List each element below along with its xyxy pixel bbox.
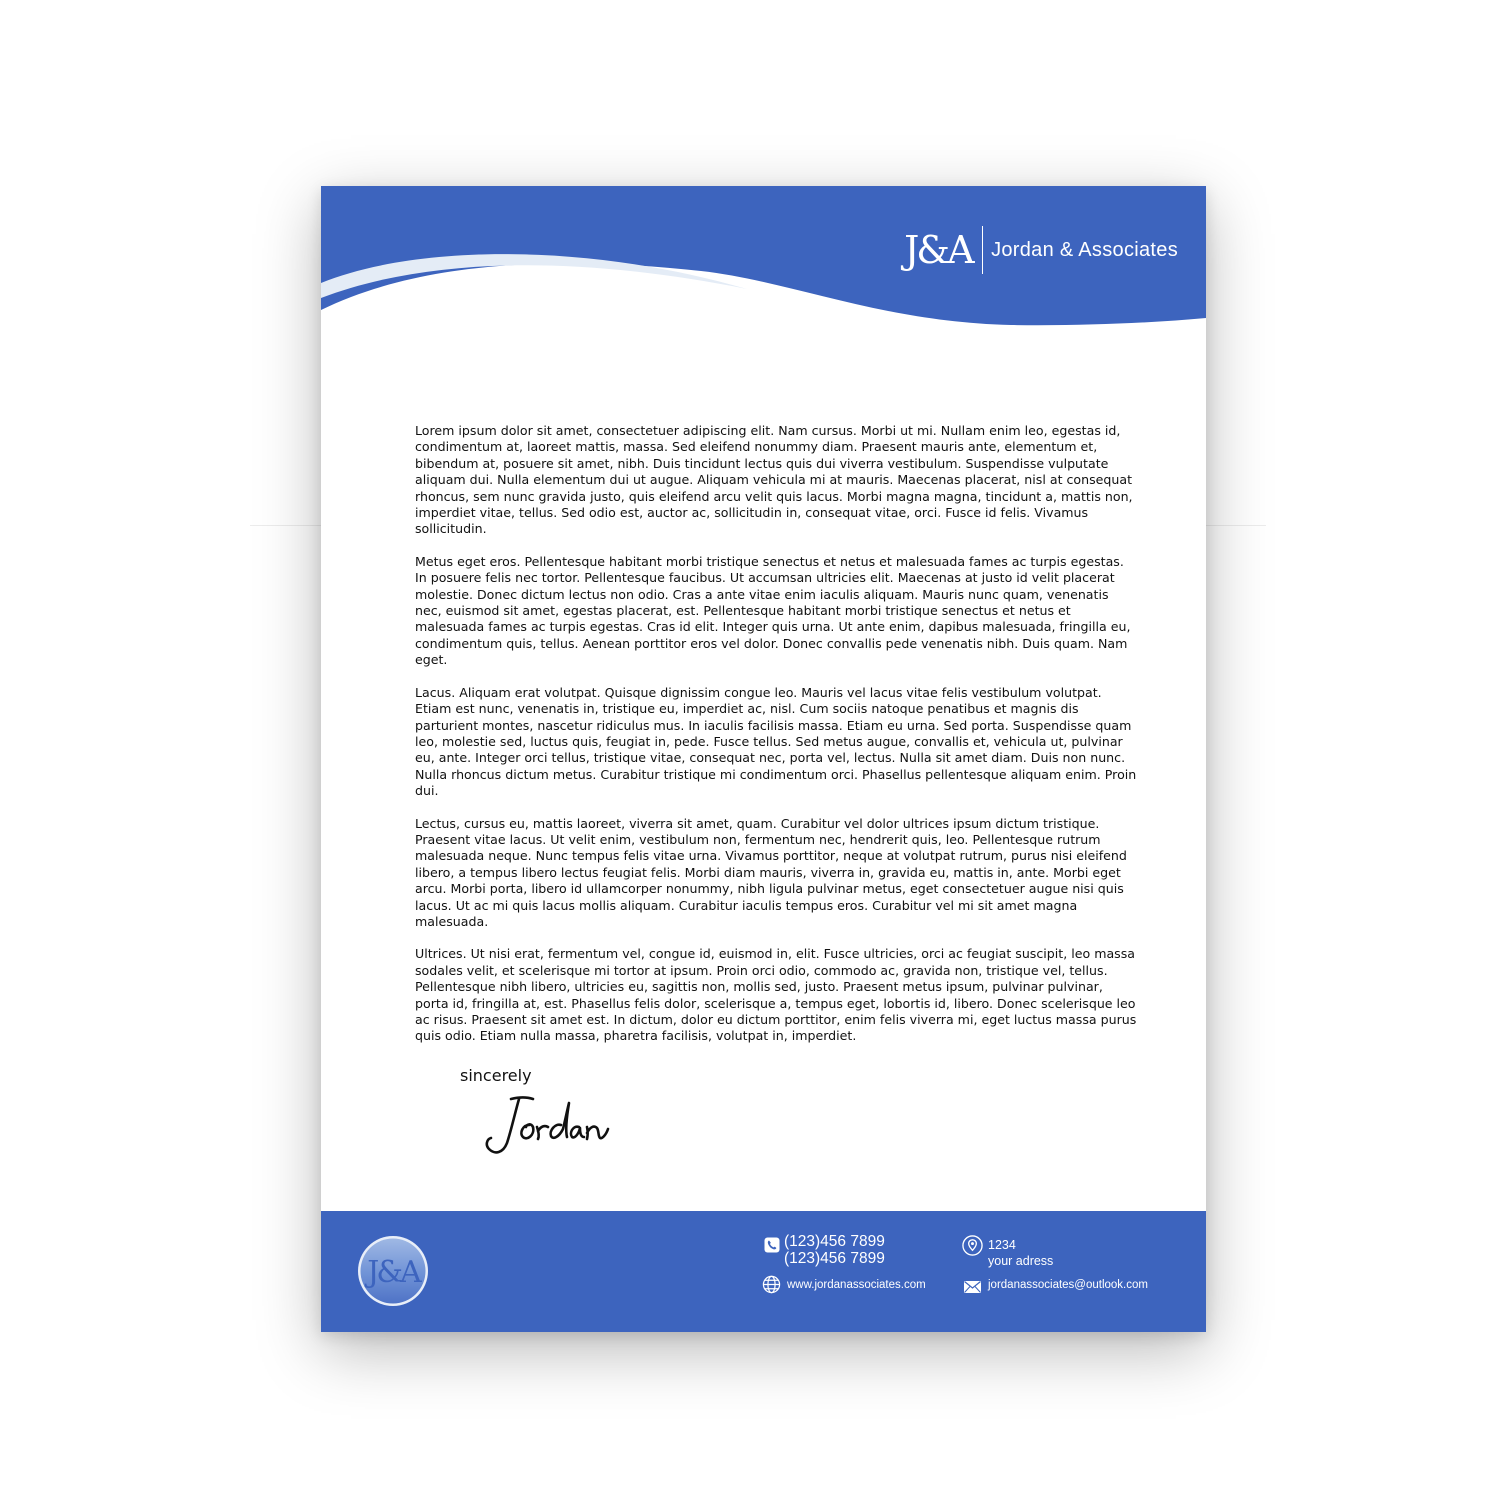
address [988, 1237, 1053, 1269]
address-line-2: your adress [988, 1254, 1054, 1268]
fold-mark-right [1206, 525, 1266, 526]
company-name: Jordan & Associates [991, 238, 1178, 261]
signature-jordan [481, 1091, 616, 1161]
fold-mark-left [250, 525, 321, 526]
location-pin-icon [962, 1235, 983, 1256]
paragraph: Ultrices. Ut nisi erat, fermentum vel, congue id, euismod in, elit. Fusce ultricies, orci ac feugiat suscipit, leo massa sodales velit, et scelerisque mi tortor at ipsum. Proin orci odio, commodo ac, gravida non, tristique vel, tellus. Pellentesque nibh libero, ultricies eu, sagittis non, mollis sed, justo. Praesent metus ipsum, pulvinar pulvinar, porta id, fringilla at, est. Phasellus felis dolor, scelerisque a, tempus eget, lobortis id, libero. Donec scelerisque leo ac risus. Praesent sit amet est. In dictum, dolor eu dictum porttitor, enim felis viverra mi, eget luctus massa purus quis odio. Etiam nulla massa, pharetra facilisis, volutpat in, imperdiet. [415, 946, 1137, 1044]
email-link[interactable]: jordanassociates@outlook.com [988, 1279, 1148, 1291]
phone-number-2[interactable]: (123)456 7899 [784, 1250, 885, 1267]
seal-mark: J&A [367, 1255, 419, 1290]
phone-icon [764, 1237, 780, 1253]
website-link[interactable]: www.jordanassociates.com [787, 1279, 926, 1291]
header-logo [904, 224, 1178, 276]
paragraph: Metus eget eros. Pellentesque habitant morbi tristique senectus et netus et malesuada fames ac turpis egestas. In posuere felis nec tortor. Pellentesque faucibus. Ut accumsan ultricies elit. Maecenas at justo id velit placerat molestie. Donec dictum lectus non odio. Cras a ante vitae enim iaculis aliquam. Mauris nunc quam, venenatis nec, euismod sit amet, egestas placerat, est. Pellentesque habitant morbi tristique senectus et netus et malesuada fames ac turpis egestas. Cras id elit. Integer quis urna. Ut ante enim, dapibus malesuada, fringilla eu, condimentum quis, tellus. Aenean porttitor eros vel dolor. Donec convallis pede venenatis nibh. Duis quam. Nam eget. [415, 553, 1131, 668]
globe-icon [762, 1275, 781, 1294]
phone-numbers [784, 1233, 885, 1267]
phone-number-1[interactable]: (123)456 7899 [784, 1233, 885, 1250]
paragraph: Lacus. Aliquam erat volutpat. Quisque dignissim congue leo. Mauris vel lacus vitae felis vestibulum volutpat. Etiam est nunc, venenatis in, tristique eu, imperdiet ac, nisl. Cum sociis natoque penatibus et magnis dis parturient montes, nascetur ridiculus mus. In iaculis facilisis massa. Etiam eu urna. Sed porta. Suspendisse quam leo, molestie sed, luctus quis, feugiat in, pede. Fusce tellus. Sed metus augue, convallis et, vehicula ut, pulvinar eu, ante. Integer orci tellus, tristique vitae, consequat nec, porta vel, lectus. Nulla sit amet diam. Duis non nunc. Nulla rhoncus dictum metus. Curabitur tristique mi condimentum orci. Phasellus pellentesque aliquam enim. Proin dui. [415, 684, 1137, 799]
envelope-icon [964, 1281, 981, 1293]
address-line-1: 1234 [988, 1238, 1016, 1252]
letterhead-page [321, 186, 1206, 1332]
paragraph: Lectus, cursus eu, mattis laoreet, viverra sit amet, quam. Curabitur vel dolor ultrices ipsum dictum tristique. Praesent vitae lacus. Ut velit enim, vestibulum non, fermentum nec, hendrerit quis, leo. Pellentesque rutrum malesuada neque. Nunc tempus felis vitae urna. Vivamus porttitor, neque at volutpat rutrum, purus nisi eleifend libero, a tempus libero lectus feugiat felis. Morbi diam mauris, viverra in, gravida eu, mattis in, ante. Morbi eget arcu. Morbi porta, libero id ullamcorper nonummy, nibh ligula pulvinar metus, eget consectetuer augue nisi quis lacus. Ut ac mi quis lacus mollis aliquam. Curabitur iaculis tempus eros. Curabitur vel mi sit amet magna malesuada. [415, 815, 1127, 929]
logo-mark: J&A [904, 228, 972, 272]
closing-text: sincerely [460, 1066, 532, 1085]
paragraph: Lorem ipsum dolor sit amet, consectetuer adipiscing elit. Nam cursus. Morbi ut mi. Nullam enim leo, egestas id, condimentum at, laoreet mattis, massa. Sed eleifend nonummy diam. Praesent mauris ante, elementum et, bibendum at, posuere sit amet, nibh. Duis tincidunt lectus quis dui viverra vestibulum. Suspendisse vulputate aliquam dui. Nulla elementum dui ut augue. Aliquam vehicula mi at mauris. Maecenas placerat, nisl at consequat rhoncus, sem nunc gravida justo, quis eleifend arcu velit quis lacus. Morbi magna magna, tincidunt a, mattis non, imperdiet vitae, tellus. Sed odio est, auctor ac, sollicitudin in, consequat vitae, orci. Fusce id felis. Vivamus sollicitudin. [415, 423, 1133, 537]
letter-body [415, 423, 1137, 1061]
footer-band [321, 1211, 1206, 1332]
logo-divider [982, 226, 984, 274]
footer-logo-seal [357, 1235, 429, 1307]
